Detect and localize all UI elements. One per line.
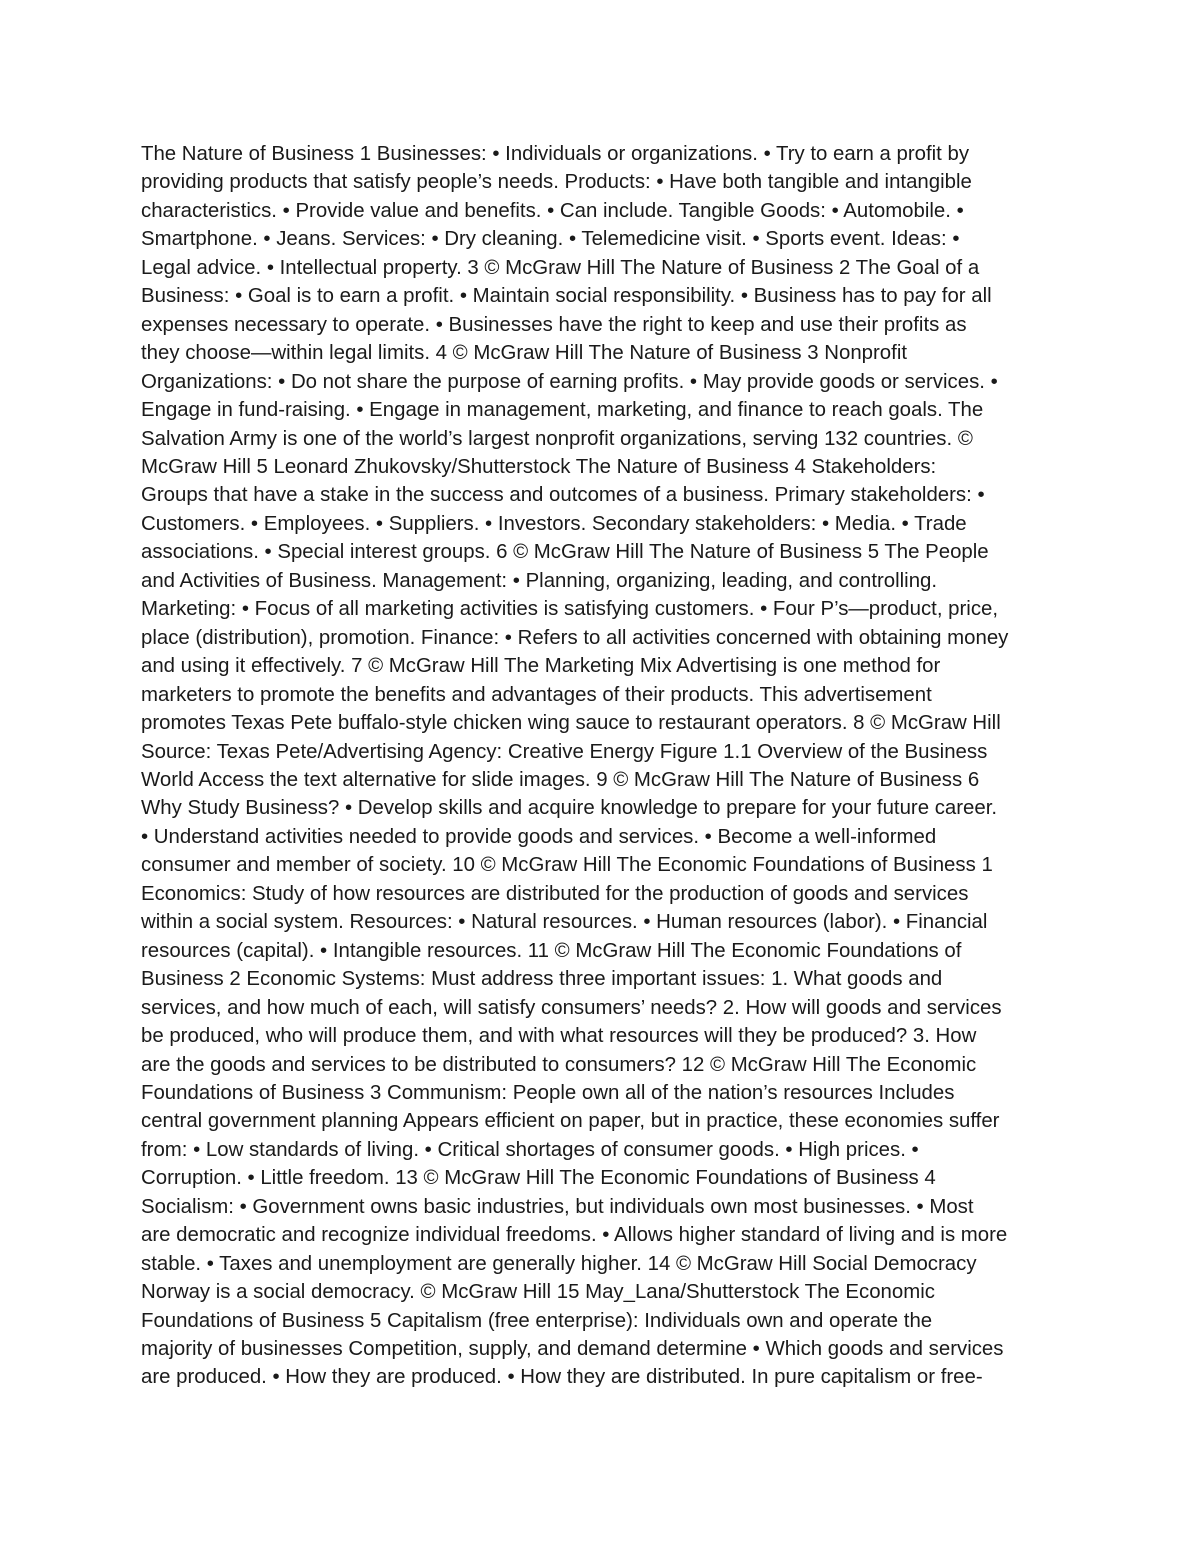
text-line: expenses necessary to operate. • Businesses have the right to keep and use their profits as xyxy=(141,313,967,336)
text-line: Norway is a social democracy. © McGraw Hill 15 May_Lana/Shutterstock The Economic xyxy=(141,1281,935,1304)
text-line: from: • Low standards of living. • Critical shortages of consumer goods. • High prices. • xyxy=(141,1138,919,1161)
text-line: Business: • Goal is to earn a profit. • Maintain social responsibility. • Business has to pay for all xyxy=(141,285,992,308)
text-line: Organizations: • Do not share the purpose of earning profits. • May provide goods or services. • xyxy=(141,370,998,393)
text-line: Legal advice. • Intellectual property. 3 © McGraw Hill The Nature of Business 2 The Goal of a xyxy=(141,256,980,279)
text-line: Smartphone. • Jeans. Services: • Dry cleaning. • Telemedicine visit. • Sports event. Ideas: • xyxy=(141,228,960,251)
text-line: Business 2 Economic Systems: Must address three important issues: 1. What goods and xyxy=(141,968,943,991)
text-line: they choose—within legal limits. 4 © McGraw Hill The Nature of Business 3 Nonprofit xyxy=(141,342,908,365)
text-line: are democratic and recognize individual freedoms. • Allows higher standard of living and is more xyxy=(141,1224,1008,1247)
text-line: are the goods and services to be distributed to consumers? 12 © McGraw Hill The Economic xyxy=(141,1053,977,1076)
document-body-text xyxy=(141,140,1066,1392)
text-line: providing products that satisfy people’s needs. Products: • Have both tangible and intangible xyxy=(141,171,972,194)
text-line: Foundations of Business 5 Capitalism (free enterprise): Individuals own and operate the xyxy=(141,1309,933,1332)
text-line: • Understand activities needed to provide goods and services. • Become a well-informed xyxy=(141,825,937,848)
text-line: marketers to promote the benefits and advantages of their products. This advertisement xyxy=(141,683,932,706)
text-line: and Activities of Business. Management: • Planning, organizing, leading, and controlling. xyxy=(141,569,938,592)
text-line: Foundations of Business 3 Communism: People own all of the nation’s resources Includes xyxy=(141,1081,955,1104)
text-line: McGraw Hill 5 Leonard Zhukovsky/Shutterstock The Nature of Business 4 Stakeholders: xyxy=(141,455,937,478)
text-line: Marketing: • Focus of all marketing activities is satisfying customers. • Four P’s—product, price, xyxy=(141,598,999,621)
text-line: majority of businesses Competition, supply, and demand determine • Which goods and services xyxy=(141,1338,1004,1361)
text-line: Corruption. • Little freedom. 13 © McGraw Hill The Economic Foundations of Business 4 xyxy=(141,1167,936,1190)
text-line: stable. • Taxes and unemployment are generally higher. 14 © McGraw Hill Social Democracy xyxy=(141,1252,977,1275)
text-line: services, and how much of each, will satisfy consumers’ needs? 2. How will goods and services xyxy=(141,996,1002,1019)
text-line: World Access the text alternative for slide images. 9 © McGraw Hill The Nature of Business 6 xyxy=(141,768,980,791)
text-line: Salvation Army is one of the world’s largest nonprofit organizations, serving 132 countries. © xyxy=(141,427,973,450)
text-line: Socialism: • Government owns basic industries, but individuals own most businesses. • Most xyxy=(141,1195,974,1218)
text-line: associations. • Special interest groups. 6 © McGraw Hill The Nature of Business 5 The People xyxy=(141,541,989,564)
text-line: Customers. • Employees. • Suppliers. • Investors. Secondary stakeholders: • Media. • Trade xyxy=(141,512,967,535)
text-line: Groups that have a stake in the success and outcomes of a business. Primary stakeholders: • xyxy=(141,484,985,507)
text-line: be produced, who will produce them, and with what resources will they be produced? 3. How xyxy=(141,1025,977,1048)
text-line: consumer and member of society. 10 © McGraw Hill The Economic Foundations of Business 1 xyxy=(141,854,993,877)
text-line: within a social system. Resources: • Natural resources. • Human resources (labor). • Financial xyxy=(141,911,988,934)
text-line: promotes Texas Pete buffalo-style chicken wing sauce to restaurant operators. 8 © McGraw Hill xyxy=(141,712,1001,735)
text-line: are produced. • How they are produced. • How they are distributed. In pure capitalism or free- xyxy=(141,1366,983,1389)
text-line: Source: Texas Pete/Advertising Agency: Creative Energy Figure 1.1 Overview of the Business xyxy=(141,740,988,763)
text-line: central government planning Appears efficient on paper, but in practice, these economies suffer xyxy=(141,1110,1000,1133)
text-line: place (distribution), promotion. Finance: • Refers to all activities concerned with obtaining money xyxy=(141,626,1009,649)
text-line: and using it effectively. 7 © McGraw Hill The Marketing Mix Advertising is one method for xyxy=(141,655,941,678)
text-line: The Nature of Business 1 Businesses: • Individuals or organizations. • Try to earn a profit by xyxy=(141,143,970,165)
text-line: Why Study Business? • Develop skills and acquire knowledge to prepare for your future career. xyxy=(141,797,998,820)
text-line: resources (capital). • Intangible resources. 11 © McGraw Hill The Economic Foundations of xyxy=(141,939,962,962)
text-line: characteristics. • Provide value and benefits. • Can include. Tangible Goods: • Automobile. • xyxy=(141,199,964,222)
text-line: Engage in fund-raising. • Engage in management, marketing, and finance to reach goals. The xyxy=(141,399,984,422)
text-line: Economics: Study of how resources are distributed for the production of goods and services xyxy=(141,882,969,905)
